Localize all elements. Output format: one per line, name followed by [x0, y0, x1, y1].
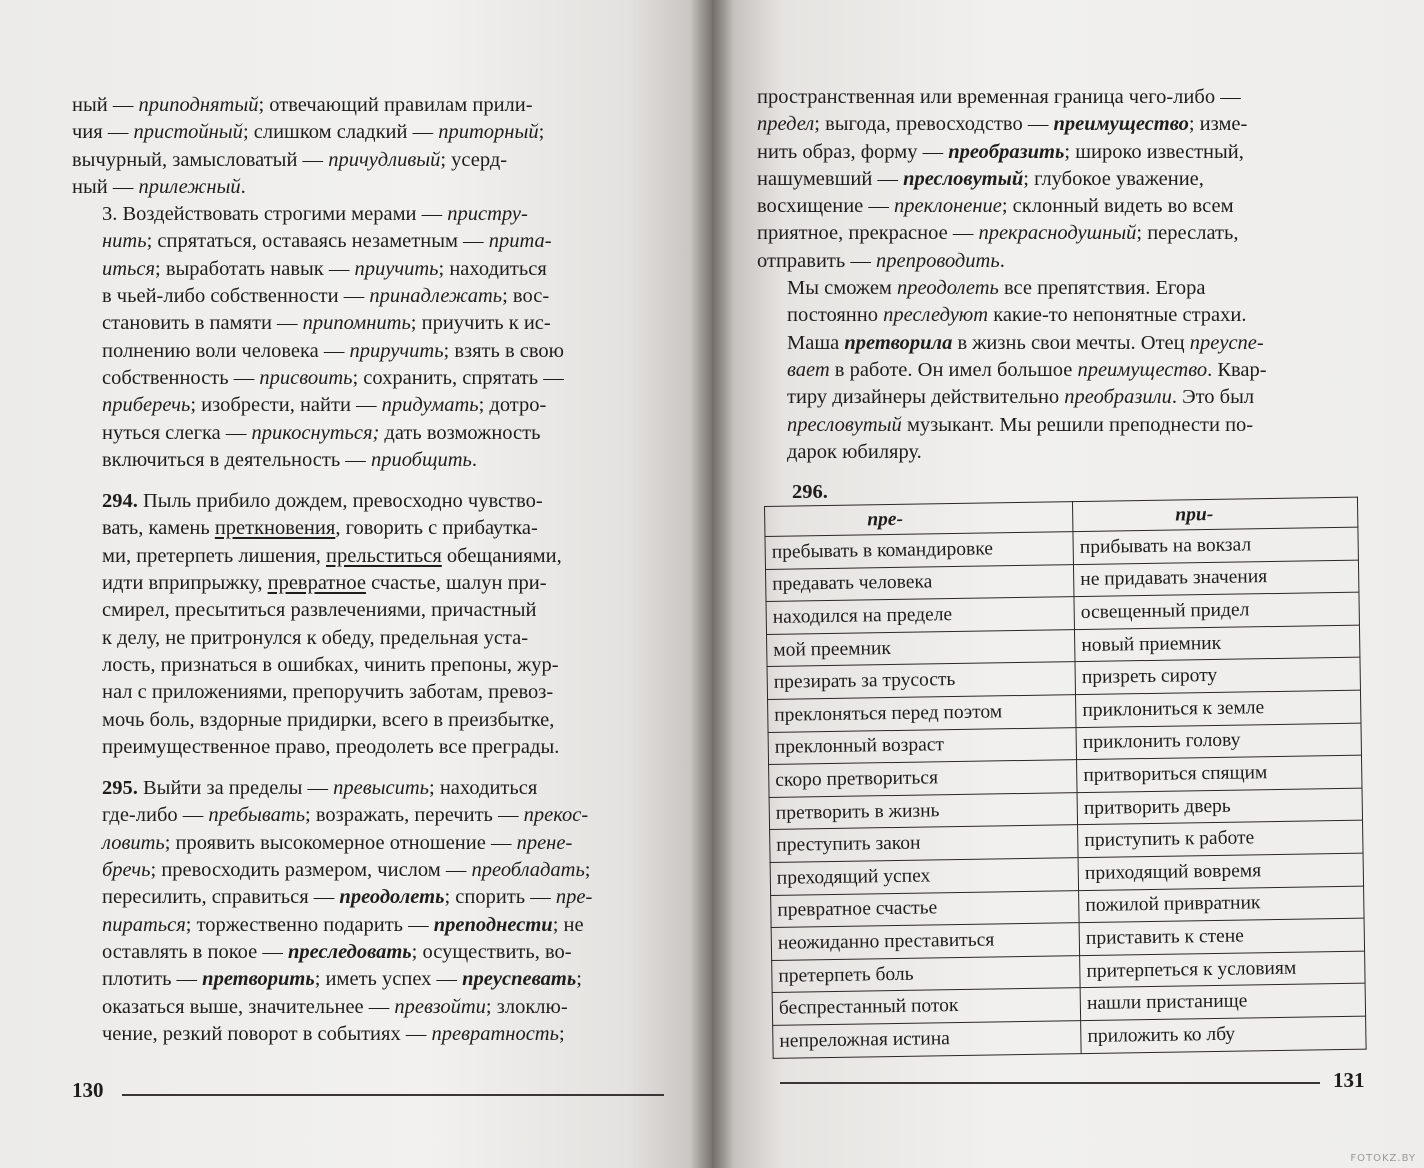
text-line: пространственная или временная граница чего-либо — [757, 86, 1241, 108]
text-line: чия — пристойный; слишком сладкий — приторный; [72, 121, 545, 144]
text-line: идти вприпрыжку, превратное счастье, шалун при- [102, 572, 547, 595]
text-line: ный — приподнятый; отвечающий правилам прили- [72, 94, 533, 116]
text-line: оставлять в покое — преследовать; осуществить, во- [102, 940, 572, 963]
cell-pri: притвориться спящим [1077, 755, 1362, 792]
text-line: нить образ, форму — преобразить; широко известный, [757, 140, 1244, 163]
text-line: где-либо — пребывать; возражать, перечить — прекос- [102, 804, 589, 827]
text-line: Маша претворила в жизнь свои мечты. Отец преуспе- [787, 331, 1264, 354]
text-line: постоянно преследуют какие-то непонятные страхи. [787, 304, 1247, 327]
cell-pri: притерпеться к условиям [1080, 951, 1365, 988]
cell-pre: презирать за трусость [767, 662, 1076, 699]
text-line: в чьей-либо собственности — принадлежать; вос- [102, 285, 550, 308]
text-line: оказаться выше, значительнее — превзойти; злоклю- [102, 995, 568, 1018]
text-line: отправить — препроводить. [757, 249, 1005, 272]
cell-pri: приклониться к земле [1076, 690, 1361, 727]
text-line: собственность — присвоить; сохранить, спрятать — [102, 366, 564, 389]
text-line: ловить; проявить высокомерное отношение — прене- [102, 831, 573, 854]
text-line: 295. Выйти за пределы — превысить; находиться [102, 777, 538, 800]
text-line: к делу, не притронулся к обеду, предельная уста- [102, 626, 529, 649]
cell-pre: находился на пределе [766, 597, 1075, 634]
text-line: становить в памяти — припомнить; приучить к ис- [102, 312, 551, 335]
cell-pri: освещенный придел [1074, 592, 1359, 629]
cell-pre: преклоняться перед поэтом [768, 695, 1077, 732]
text-line: нуться слегка — прикоснуться; дать возможность [102, 421, 541, 444]
text-line: мочь боль, вздорные придирки, всего в преизбытке, [102, 708, 555, 731]
text-line: 3. Воздействовать строгими мерами — пристру- [102, 203, 528, 226]
cell-pri: пожилой привратник [1079, 886, 1364, 923]
exercise-296-label: 296. [792, 481, 828, 503]
text-line: ми, претерпеть лишения, прельститься обещаниями, [102, 544, 562, 567]
cell-pri: новый приемник [1075, 625, 1360, 662]
left-page-text [72, 92, 664, 1048]
text-line: нить; спрятаться, оставаясь незаметным — прита- [102, 230, 552, 253]
text-line: бречь; превосходить размером, числом — преобладать; [102, 859, 591, 882]
cell-pre: беспрестанный поток [772, 988, 1081, 1025]
cell-pri: приступить к работе [1078, 820, 1363, 857]
text-line: вать, камень преткновения, говорить с прибаутка- [102, 517, 538, 540]
text-line: иться; выработать навык — приучить; находиться [102, 257, 547, 280]
cell-pre: преклонный возраст [768, 727, 1077, 764]
header-pre: пре- [765, 502, 1074, 537]
text-line: вает в работе. Он имел большое преимущество. Квар- [787, 358, 1267, 381]
cell-pre: непреложная истина [773, 1020, 1082, 1057]
intro-paragraph [72, 92, 664, 201]
cell-pre: неожиданно преставиться [771, 923, 1080, 960]
text-line: восхищение — преклонение; склонный видеть во всем [757, 195, 1234, 218]
text-line: полнению воли человека — приручить; взять в свою [102, 339, 564, 362]
text-line: плотить — претворить; иметь успех — преуспевать; [102, 968, 582, 991]
text-line: Мы сможем преодолеть все препятствия. Егора [787, 277, 1206, 300]
book-gutter-shadow [690, 0, 734, 1168]
text-line: смирел, пресытиться развлечениями, причастный [102, 599, 537, 622]
text-line: пересилить, справиться — преодолеть; спорить — пре- [102, 886, 593, 909]
page-number-left: 130 [72, 1078, 104, 1102]
cell-pri: приходящий вовремя [1078, 853, 1363, 890]
text-line: пираться; торжественно подарить — преподнести; не [102, 913, 584, 936]
watermark: FOTOKZ.BY [1350, 1153, 1416, 1164]
exercise-294 [72, 488, 664, 761]
cell-pri: приклонить голову [1076, 723, 1361, 760]
footer-rule-left [122, 1094, 664, 1096]
continuation-paragraph [757, 84, 1349, 275]
text-line: пресловутый музыкант. Мы решили преподнести по- [787, 413, 1254, 436]
text-line: 294. Пыль прибило дождем, превосходно чувство- [102, 490, 543, 513]
text-line: ный — прилежный. [72, 175, 246, 198]
cell-pri: призреть сироту [1075, 658, 1360, 695]
table-body [765, 527, 1366, 1058]
cell-pri: нашли пристанище [1080, 983, 1365, 1020]
cell-pri: приставить к стене [1079, 918, 1364, 955]
page-number-right: 131 [1333, 1068, 1365, 1092]
exercise-296-table [764, 497, 1367, 1059]
text-line: предел; выгода, превосходство — преимущество; изме- [757, 113, 1248, 136]
header-pri: при- [1073, 497, 1358, 531]
exercise-295 [72, 775, 664, 1048]
cell-pre: скоро претвориться [769, 760, 1078, 797]
cell-pre: преступить закон [770, 825, 1079, 862]
text-line: нал с приложениями, препоручить заботам, превоз- [102, 681, 554, 704]
text-line: лость, признаться в ошибках, чинить препоны, жур- [102, 653, 559, 676]
cell-pre: мой преемник [767, 629, 1076, 666]
example-sentences-paragraph [757, 275, 1349, 466]
cell-pre: предавать человека [765, 564, 1074, 601]
point-3-paragraph [72, 201, 664, 474]
text-line: приберечь; изобрести, найти — придумать; дотро- [102, 394, 547, 417]
cell-pri: не придавать значения [1074, 560, 1359, 597]
text-line: преимущественное право, преодолеть все преграды. [102, 735, 560, 758]
text-line: дарок юбиляру. [787, 440, 922, 463]
cell-pre: претерпеть боль [772, 955, 1081, 992]
cell-pre: претворить в жизнь [769, 792, 1078, 829]
right-page-text [757, 84, 1349, 466]
text-line: чение, резкий поворот в событиях — превратность; [102, 1022, 565, 1045]
cell-pre: преходящий успех [770, 858, 1079, 895]
cell-pre: превратное счастье [771, 890, 1080, 927]
cell-pri: притворить дверь [1077, 788, 1362, 825]
text-line: вычурный, замысловатый — причудливый; усерд- [72, 148, 508, 171]
cell-pri: приложить ко лбу [1081, 1016, 1366, 1053]
cell-pri: прибывать на вокзал [1073, 527, 1358, 564]
text-line: включиться в деятельность — приобщить. [102, 448, 477, 471]
text-line: приятное, прекрасное — прекраснодушный; переслать, [757, 222, 1239, 245]
text-line: тиру дизайнеры действительно преобразили. Это был [787, 386, 1255, 409]
text-line: нашумевший — пресловутый; глубокое уважение, [757, 167, 1204, 190]
footer-rule-right [780, 1082, 1320, 1084]
cell-pre: пребывать в командировке [765, 532, 1074, 569]
